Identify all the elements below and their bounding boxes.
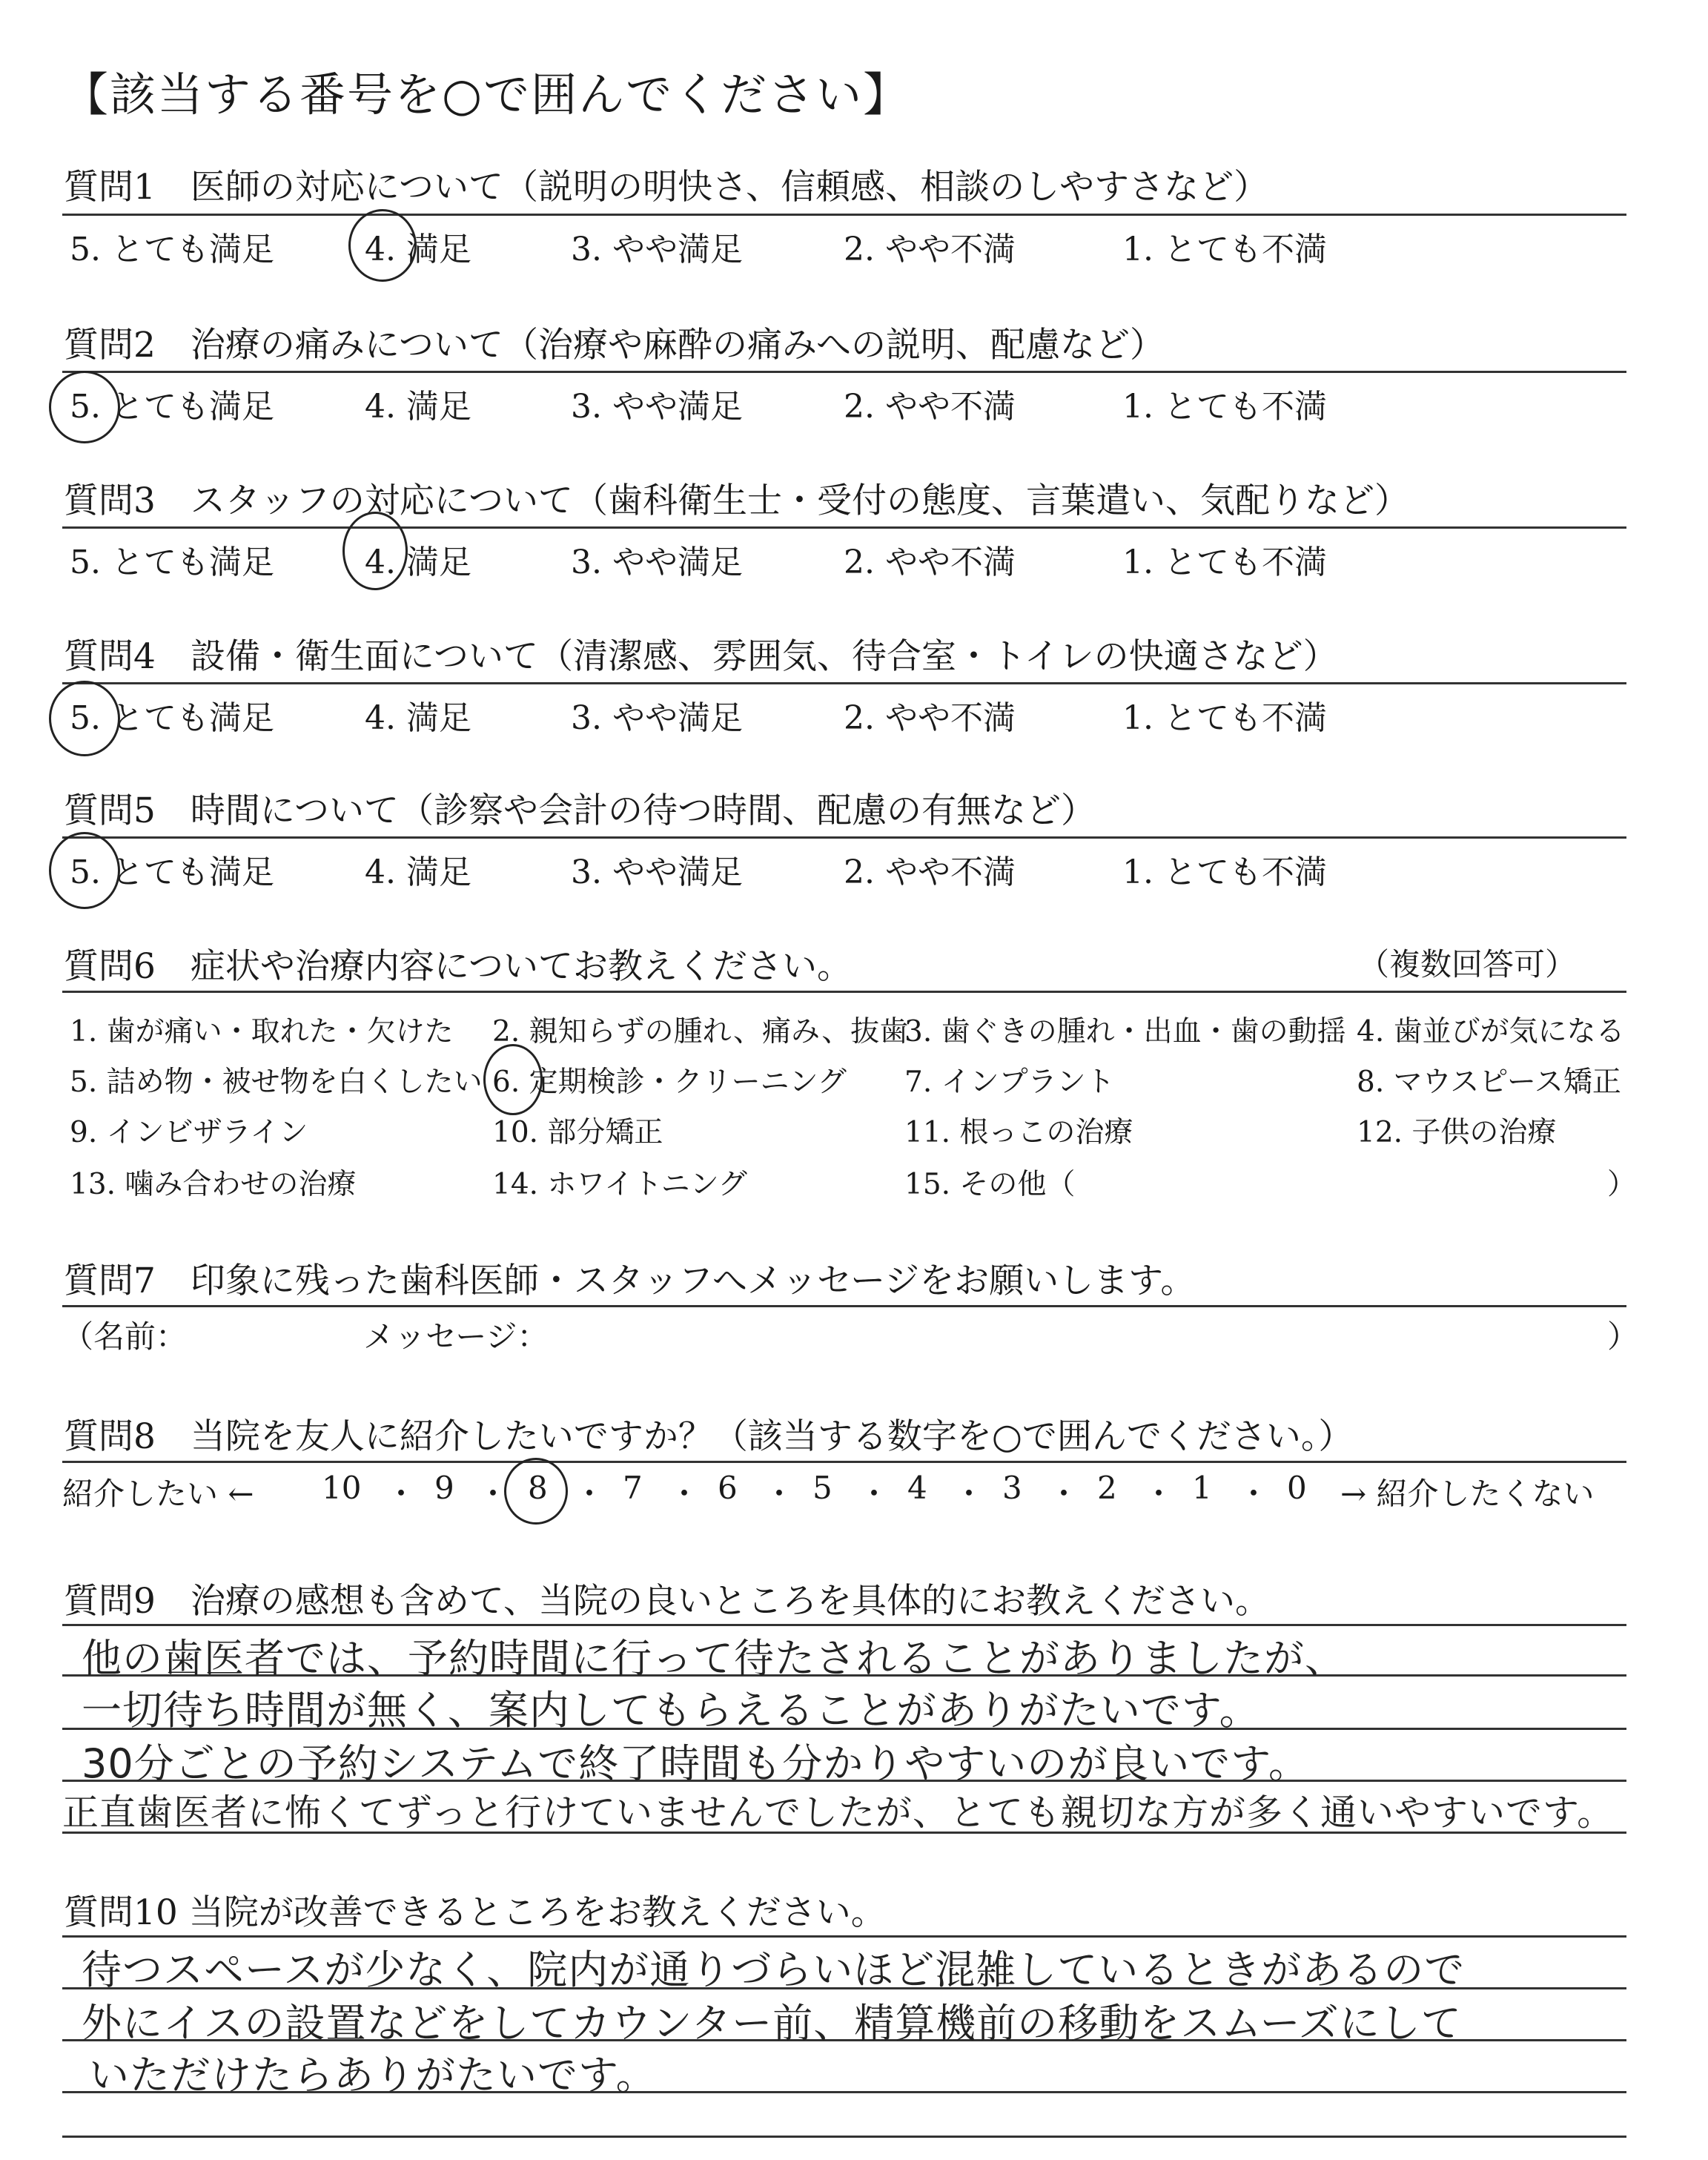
q8-scale-0[interactable]: 0 <box>1287 1470 1307 1506</box>
q3-option-4[interactable]: 4. 満足 <box>365 544 471 581</box>
q6-option-12[interactable]: 12. 子供の治療 <box>1357 1116 1557 1149</box>
q6-option-8[interactable]: 8. マウスピース矯正 <box>1357 1066 1621 1099</box>
q6-title: 質問6 症状や治療内容についてお教えください。 <box>64 946 852 987</box>
q6-option-2[interactable]: 2. 親知らずの腫れ、痛み、抜歯 <box>492 1015 909 1048</box>
q1-selected-circle <box>348 209 417 282</box>
q2-title: 質問2 治療の痛みについて（治療や麻酔の痛みへの説明、配慮など） <box>64 325 1165 366</box>
q1-option-1[interactable]: 1. とても不満 <box>1122 231 1327 268</box>
q8-scale-dot: ・ <box>1238 1476 1270 1512</box>
q9-answer-line-3: 30分ごとの予約システムで終了時間も分かりやすいのが良いです。 <box>82 1740 1309 1787</box>
q8-scale-4[interactable]: 4 <box>907 1470 927 1506</box>
q4-option-5[interactable]: 5. とても満足 <box>70 699 274 737</box>
q10-rule <box>62 1935 1626 1938</box>
q8-scale-dot: ・ <box>764 1476 795 1512</box>
q8-scale-7[interactable]: 7 <box>623 1470 643 1506</box>
q8-rule <box>62 1461 1626 1463</box>
q4-option-3[interactable]: 3. やや満足 <box>571 699 743 737</box>
q8-left-label: 紹介したい ← <box>62 1476 254 1512</box>
q6-multi-answer-note: （複数回答可） <box>1358 946 1577 982</box>
q8-scale-9[interactable]: 9 <box>434 1470 454 1506</box>
q6-option-5[interactable]: 5. 詰め物・被せ物を白くしたい <box>70 1066 483 1099</box>
q5-title: 質問5 時間について（診察や会計の待つ時間、配慮の有無など） <box>64 790 1096 831</box>
q2-option-5[interactable]: 5. とても満足 <box>70 388 274 426</box>
q8-scale-dot: ・ <box>858 1476 890 1512</box>
q10-answer-line-3: いただけたらありがたいです。 <box>89 2052 657 2098</box>
q7-title: 質問7 印象に残った歯科医師・スタッフへメッセージをお願いします。 <box>64 1261 1196 1301</box>
q6-option-4[interactable]: 4. 歯並びが気になる <box>1357 1015 1625 1048</box>
q9-title: 質問9 治療の感想も含めて、当院の良いところを具体的にお教えください。 <box>64 1581 1270 1622</box>
q8-scale-dot: ・ <box>385 1476 417 1512</box>
q7-rule <box>62 1305 1626 1307</box>
q4-rule <box>62 682 1626 684</box>
q6-rule <box>62 991 1626 993</box>
q1-title: 質問1 医師の対応について（説明の明快さ、信頼感、相談のしやすさなど） <box>64 167 1269 208</box>
q6-option-6[interactable]: 6. 定期検診・クリーニング <box>492 1066 847 1099</box>
q7-close-paren: ） <box>1607 1318 1639 1355</box>
q1-option-5[interactable]: 5. とても満足 <box>70 231 274 268</box>
page-title: 【該当する番号を○で囲んでください】 <box>62 67 911 122</box>
q2-option-4[interactable]: 4. 満足 <box>365 388 471 426</box>
q7-message-label: メッセージ： <box>363 1318 549 1355</box>
q6-option-3[interactable]: 3. 歯ぐきの腫れ・出血・歯の動揺 <box>904 1015 1346 1048</box>
q4-option-1[interactable]: 1. とても不満 <box>1122 699 1327 737</box>
q8-scale-1[interactable]: 1 <box>1192 1470 1212 1506</box>
q1-option-2[interactable]: 2. やや不満 <box>844 231 1016 268</box>
q5-rule <box>62 836 1626 839</box>
q4-selected-circle <box>49 681 120 756</box>
q8-title: 質問8 当院を友人に紹介したいですか？（該当する数字を○で囲んでください。） <box>64 1416 1354 1457</box>
q2-selected-circle <box>49 371 120 443</box>
q5-option-5[interactable]: 5. とても満足 <box>70 853 274 891</box>
q2-rule <box>62 371 1626 373</box>
q3-option-2[interactable]: 2. やや不満 <box>844 544 1016 581</box>
q8-scale-2[interactable]: 2 <box>1097 1470 1117 1506</box>
q4-option-2[interactable]: 2. やや不満 <box>844 699 1016 737</box>
q7-name-label: （名前： <box>62 1318 188 1355</box>
q5-selected-circle <box>49 832 120 909</box>
q1-option-3[interactable]: 3. やや満足 <box>571 231 743 268</box>
q9-answer-line-2: 一切待ち時間が無く、案内してもらえることがありがたいです。 <box>82 1687 1260 1734</box>
q6-option-1[interactable]: 1. 歯が痛い・取れた・欠けた <box>70 1015 454 1048</box>
q8-scale-dot: ・ <box>1048 1476 1080 1512</box>
q6-option-11[interactable]: 11. 根っこの治療 <box>904 1116 1133 1149</box>
q9-rule <box>62 1624 1626 1626</box>
q8-selected-circle <box>504 1458 568 1525</box>
q6-option-10[interactable]: 10. 部分矯正 <box>492 1116 663 1149</box>
q6-option-15[interactable]: 15. その他（ <box>904 1168 1076 1201</box>
q2-option-3[interactable]: 3. やや満足 <box>571 388 743 426</box>
q6-option-9[interactable]: 9. インビザライン <box>70 1116 308 1149</box>
q8-scale-10[interactable]: 10 <box>322 1470 362 1506</box>
q1-rule <box>62 214 1626 216</box>
q5-option-3[interactable]: 3. やや満足 <box>571 853 743 891</box>
q5-option-1[interactable]: 1. とても不満 <box>1122 853 1327 891</box>
q6-option-14[interactable]: 14. ホワイトニング <box>492 1168 747 1201</box>
q8-scale-3[interactable]: 3 <box>1002 1470 1022 1506</box>
q10-title: 質問10 当院が改善できるところをお教えください。 <box>64 1892 886 1933</box>
q3-title: 質問3 スタッフの対応について（歯科衛生士・受付の態度、言葉遣い、気配りなど） <box>64 480 1409 521</box>
q3-option-3[interactable]: 3. やや満足 <box>571 544 743 581</box>
q6-selected-circle <box>483 1044 543 1115</box>
q3-rule <box>62 526 1626 529</box>
q10-answer-line <box>62 2136 1626 2138</box>
q3-option-1[interactable]: 1. とても不満 <box>1122 544 1327 581</box>
q10-answer-line-2: 外にイスの設置などをしてカウンター前、精算機前の移動をスムーズにして <box>82 2000 1462 2047</box>
q4-option-4[interactable]: 4. 満足 <box>365 699 471 737</box>
q8-scale-dot: ・ <box>1143 1476 1175 1512</box>
q1-option-4[interactable]: 4. 満足 <box>365 231 471 268</box>
q8-scale-6[interactable]: 6 <box>718 1470 738 1506</box>
q8-scale-dot: ・ <box>669 1476 701 1512</box>
q8-scale-dot: ・ <box>574 1476 606 1512</box>
q8-scale-5[interactable]: 5 <box>812 1470 833 1506</box>
q8-scale-dot: ・ <box>953 1476 985 1512</box>
q8-right-label: → 紹介したくない <box>1340 1476 1595 1512</box>
q4-title: 質問4 設備・衛生面について（清潔感、雰囲気、待合室・トイレの快適さなど） <box>64 636 1338 677</box>
q6-option-13[interactable]: 13. 噛み合わせの治療 <box>70 1168 357 1201</box>
q5-option-4[interactable]: 4. 満足 <box>365 853 471 891</box>
q9-answer-line-4: 正直歯医者に怖くてずっと行けていませんでしたが、とても親切な方が多く通いやすいです。 <box>62 1791 1615 1834</box>
q3-selected-circle <box>342 512 408 590</box>
q9-answer-line-1: 他の歯医者では、予約時間に行って待たされることがありましたが、 <box>82 1635 1345 1682</box>
q3-option-5[interactable]: 5. とても満足 <box>70 544 274 581</box>
q6-option-7[interactable]: 7. インプラント <box>904 1066 1115 1099</box>
q5-option-2[interactable]: 2. やや不満 <box>844 853 1016 891</box>
q6-option-15-close: ） <box>1607 1168 1637 1201</box>
q2-option-2[interactable]: 2. やや不満 <box>844 388 1016 426</box>
q2-option-1[interactable]: 1. とても不満 <box>1122 388 1327 426</box>
q10-answer-line-1: 待つスペースが少なく、院内が通りづらいほど混雑しているときがあるので <box>82 1946 1466 1993</box>
q8-scale-8[interactable]: 8 <box>528 1470 548 1506</box>
q8-scale-dot: ・ <box>477 1476 509 1512</box>
